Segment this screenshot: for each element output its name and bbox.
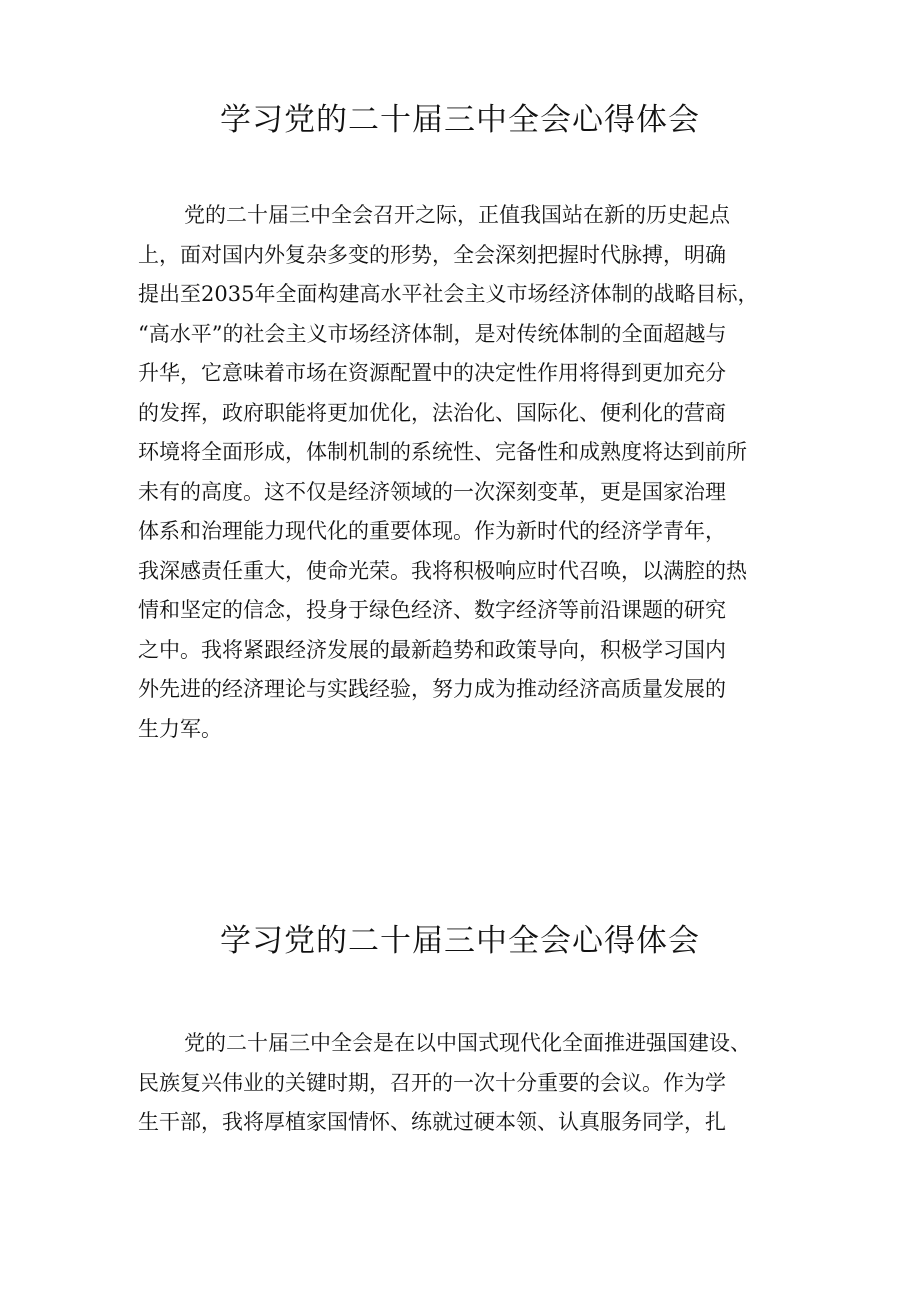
paragraph-line: 外先进的经济理论与实践经验，努力成为推动经济高质量发展的 <box>138 677 726 701</box>
paragraph-line: 民族复兴伟业的关键时期，召开的一次十分重要的会议。作为学 <box>138 1070 726 1095</box>
paragraph-line: 生干部，我将厚植家国情怀、练就过硬本领、认真服务同学，扎 <box>138 1110 726 1134</box>
paragraph-line: 生力军。 <box>138 716 222 741</box>
paragraph-line: 提出至2035年全面构建高水平社会主义市场经济体制的战略目标， <box>138 282 759 306</box>
paragraph-line: “高水平”的社会主义市场经济体制，是对传统体制的全面超越与 <box>138 321 727 346</box>
paragraph-line: 环境将全面形成，体制机制的系统性、完备性和成熟度将达到前所 <box>138 440 747 464</box>
paragraph-line: 的发挥，政府职能将更加优化，法治化、国际化、便利化的营商 <box>138 400 726 425</box>
paragraph-line: 升华，它意味着市场在资源配置中的决定性作用将得到更加充分 <box>138 361 726 385</box>
section-1-paragraph <box>138 196 798 749</box>
section-1-title: 学习党的二十届三中全会心得体会 <box>220 102 700 138</box>
paragraph-line: 党的二十届三中全会召开之际，正值我国站在新的历史起点 <box>184 203 730 227</box>
paragraph-line: 上，面对国内外复杂多变的形势，全会深刻把握时代脉搏，明确 <box>138 242 726 267</box>
paragraph-line: 党的二十届三中全会是在以中国式现代化全面推进强国建设、 <box>184 1031 751 1055</box>
paragraph-line: 体系和治理能力现代化的重要体现。作为新时代的经济学青年， <box>138 519 726 543</box>
paragraph-line: 之中。我将紧跟经济发展的最新趋势和政策导向，积极学习国内 <box>138 637 726 662</box>
paragraph-line: 我深感责任重大，使命光荣。我将积极响应时代召唤，以满腔的热 <box>138 558 747 583</box>
section-2-title: 学习党的二十届三中全会心得体会 <box>220 923 700 959</box>
section-2-paragraph <box>138 1024 798 1143</box>
paragraph-line: 未有的高度。这不仅是经济领域的一次深刻变革，更是国家治理 <box>138 479 726 504</box>
paragraph-line: 情和坚定的信念，投身于绿色经济、数字经济等前沿课题的研究 <box>138 598 726 622</box>
